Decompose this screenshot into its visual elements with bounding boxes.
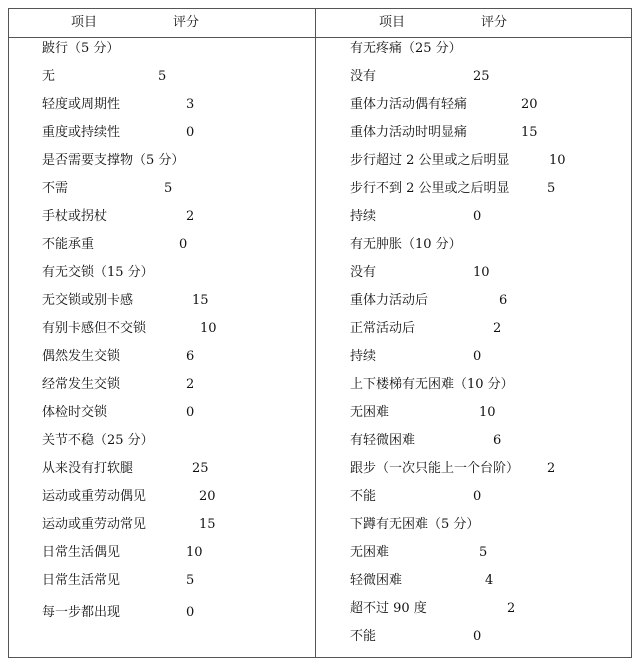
right-row-label: 重体力活动后 — [350, 293, 429, 308]
right-row-label: 不能 — [350, 629, 377, 644]
right-row-label: 下蹲有无困难（5 分） — [350, 517, 480, 532]
right-row-score: 10 — [479, 405, 496, 420]
left-row-score: 15 — [192, 293, 209, 308]
left-row-label: 运动或重劳动常见 — [42, 517, 147, 532]
left-row-label: 不需 — [42, 181, 69, 196]
left-row-score: 20 — [199, 489, 216, 504]
right-row — [9, 346, 631, 368]
right-row-label: 无困难 — [350, 545, 390, 560]
right-item-header: 项目 — [379, 15, 406, 30]
right-row-label: 没有 — [350, 265, 377, 280]
right-row-label: 有无疼痛（25 分） — [350, 41, 462, 56]
right-row-label: 跟步（一次只能上一个台阶） — [350, 461, 520, 476]
left-row-score: 0 — [179, 237, 188, 252]
left-row-score: 2 — [186, 209, 195, 224]
left-row-score: 25 — [192, 461, 209, 476]
left-row-score: 0 — [186, 125, 195, 140]
left-row-label: 经常发生交锁 — [42, 377, 121, 392]
right-row-score: 4 — [485, 573, 494, 588]
left-row-score: 6 — [186, 349, 195, 364]
right-row-score: 0 — [473, 209, 482, 224]
left-score-header: 评分 — [173, 15, 200, 30]
left-row-label: 有别卡感但不交锁 — [42, 321, 147, 336]
left-row-label: 体检时交锁 — [42, 405, 108, 420]
right-row — [9, 486, 631, 508]
left-row-label: 跛行（5 分） — [42, 41, 120, 56]
left-row-score: 10 — [186, 545, 203, 560]
left-row-score: 10 — [200, 321, 217, 336]
right-row — [9, 38, 631, 60]
right-row — [9, 570, 631, 592]
left-row-label: 手杖或拐杖 — [42, 209, 108, 224]
right-row-label: 没有 — [350, 69, 377, 84]
left-row-label: 不能承重 — [42, 237, 95, 252]
left-row-score: 5 — [186, 573, 195, 588]
right-row-label: 重体力活动时明显痛 — [350, 125, 468, 140]
right-row-label: 不能 — [350, 489, 377, 504]
left-row-label: 是否需要支撑物（5 分） — [42, 153, 185, 168]
left-row-label: 日常生活常见 — [42, 573, 121, 588]
right-score-header: 评分 — [481, 15, 508, 30]
right-row-score: 5 — [479, 545, 488, 560]
right-row — [9, 430, 631, 452]
left-row-label: 运动或重劳动偶见 — [42, 489, 147, 504]
left-row-score: 2 — [186, 377, 195, 392]
right-row-score: 15 — [521, 125, 538, 140]
right-row-label: 持续 — [350, 209, 377, 224]
right-row — [9, 262, 631, 284]
left-item-header: 项目 — [71, 15, 98, 30]
left-row-label: 无交锁或别卡感 — [42, 293, 134, 308]
right-row-label: 轻微困难 — [350, 573, 403, 588]
left-row-label: 日常生活偶见 — [42, 545, 121, 560]
right-row-label: 有轻微困难 — [350, 433, 416, 448]
right-row-label: 持续 — [350, 349, 377, 364]
right-row-score: 0 — [473, 489, 482, 504]
right-row-score: 2 — [507, 601, 516, 616]
right-row-score: 10 — [549, 153, 566, 168]
left-row-score: 3 — [186, 97, 195, 112]
left-row-score: 0 — [186, 605, 195, 620]
left-row-score: 0 — [186, 405, 195, 420]
left-row-label: 关节不稳（25 分） — [42, 433, 154, 448]
right-row — [9, 374, 631, 396]
right-row-label: 重体力活动偶有轻痛 — [350, 97, 468, 112]
right-row — [9, 458, 631, 480]
right-row — [9, 598, 631, 620]
right-row-score: 10 — [473, 265, 490, 280]
right-row — [9, 94, 631, 116]
right-row-score: 0 — [473, 349, 482, 364]
right-row — [9, 514, 631, 536]
right-row-label: 无困难 — [350, 405, 390, 420]
left-row-score: 5 — [164, 181, 173, 196]
right-row — [9, 318, 631, 340]
right-row — [9, 290, 631, 312]
right-row-label: 上下楼梯有无困难（10 分） — [350, 377, 514, 392]
left-row-label: 有无交锁（15 分） — [42, 265, 154, 280]
right-row-score: 0 — [473, 629, 482, 644]
right-row — [9, 178, 631, 200]
right-row-label: 正常活动后 — [350, 321, 416, 336]
right-row-label: 有无肿胀（10 分） — [350, 237, 462, 252]
knee-score-table — [8, 8, 632, 658]
left-row-label: 每一步都出现 — [42, 605, 121, 620]
right-row-score: 25 — [473, 69, 490, 84]
right-row — [9, 626, 631, 648]
right-row-score: 2 — [493, 321, 502, 336]
right-row-score: 6 — [493, 433, 502, 448]
left-row-label: 偶然发生交锁 — [42, 349, 121, 364]
left-row-label: 从来没有打软腿 — [42, 461, 134, 476]
right-row-score: 20 — [521, 97, 538, 112]
right-row-label: 超不过 90 度 — [350, 601, 427, 616]
left-row-score: 5 — [158, 69, 167, 84]
right-row — [9, 206, 631, 228]
right-row-label: 步行不到 2 公里或之后明显 — [350, 181, 510, 196]
right-row-label: 步行超过 2 公里或之后明显 — [350, 153, 510, 168]
right-row-score: 6 — [499, 293, 508, 308]
left-row-score: 15 — [199, 517, 216, 532]
left-row-label: 重度或持续性 — [42, 125, 121, 140]
right-row — [9, 402, 631, 424]
right-row — [9, 150, 631, 172]
left-row-label: 无 — [42, 69, 56, 84]
right-row — [9, 234, 631, 256]
left-row-label: 轻度或周期性 — [42, 97, 121, 112]
right-row — [9, 122, 631, 144]
right-row-score: 2 — [547, 461, 556, 476]
right-row — [9, 542, 631, 564]
right-row — [9, 66, 631, 88]
right-row-score: 5 — [547, 181, 556, 196]
